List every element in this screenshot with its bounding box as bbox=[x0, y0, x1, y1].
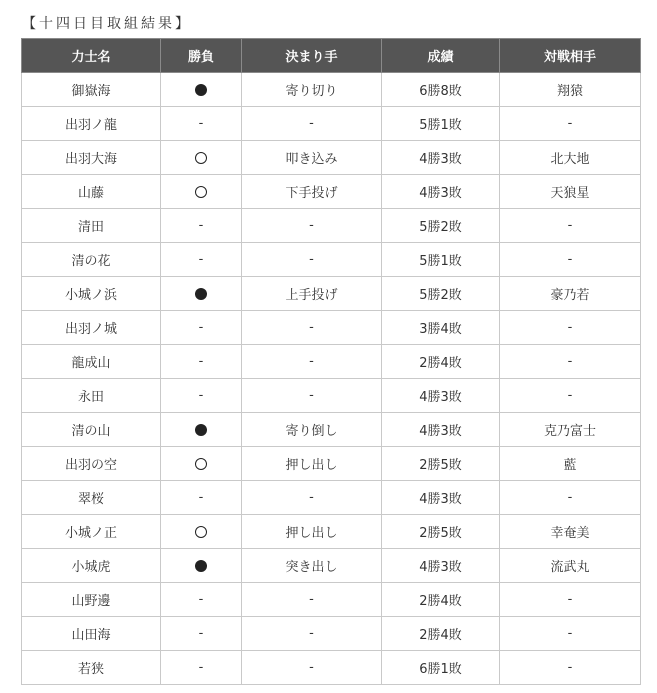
rikishi-name-cell: 清田 bbox=[22, 209, 161, 243]
record-cell: 2勝4敗 bbox=[382, 583, 500, 617]
kimarite-cell: - bbox=[242, 583, 382, 617]
result-cell: - bbox=[161, 243, 242, 277]
table-row bbox=[22, 175, 641, 209]
kimarite-cell: - bbox=[242, 481, 382, 515]
rikishi-name-cell: 若狭 bbox=[22, 651, 161, 685]
rikishi-name-cell: 小城ノ正 bbox=[22, 515, 161, 549]
record-cell: 4勝3敗 bbox=[382, 175, 500, 209]
win-mark-icon bbox=[195, 152, 207, 164]
table-row bbox=[22, 345, 641, 379]
record-cell: 2勝4敗 bbox=[382, 345, 500, 379]
kimarite-cell: - bbox=[242, 617, 382, 651]
opponent-cell: - bbox=[500, 243, 641, 277]
record-cell: 5勝2敗 bbox=[382, 209, 500, 243]
table-header-row bbox=[22, 39, 641, 73]
opponent-cell: 天狼星 bbox=[500, 175, 641, 209]
rikishi-name-cell: 出羽の空 bbox=[22, 447, 161, 481]
opponent-cell: - bbox=[500, 379, 641, 413]
kimarite-cell: 押し出し bbox=[242, 515, 382, 549]
opponent-cell: 藍 bbox=[500, 447, 641, 481]
opponent-cell: 流武丸 bbox=[500, 549, 641, 583]
rikishi-name-cell: 永田 bbox=[22, 379, 161, 413]
kimarite-cell: 突き出し bbox=[242, 549, 382, 583]
table-row bbox=[22, 617, 641, 651]
rikishi-name-cell: 翠桜 bbox=[22, 481, 161, 515]
kimarite-cell: 寄り倒し bbox=[242, 413, 382, 447]
rikishi-name-cell: 清の花 bbox=[22, 243, 161, 277]
record-cell: 4勝3敗 bbox=[382, 413, 500, 447]
rikishi-name-cell: 出羽ノ龍 bbox=[22, 107, 161, 141]
kimarite-cell: - bbox=[242, 651, 382, 685]
kimarite-cell: 下手投げ bbox=[242, 175, 382, 209]
opponent-cell: 克乃富士 bbox=[500, 413, 641, 447]
record-cell: 4勝3敗 bbox=[382, 141, 500, 175]
loss-mark-icon bbox=[195, 424, 207, 436]
result-cell: - bbox=[161, 651, 242, 685]
opponent-cell: - bbox=[500, 107, 641, 141]
table-row bbox=[22, 311, 641, 345]
record-cell: 6勝1敗 bbox=[382, 651, 500, 685]
result-cell: - bbox=[161, 311, 242, 345]
record-cell: 4勝3敗 bbox=[382, 549, 500, 583]
result-cell: - bbox=[161, 209, 242, 243]
record-cell: 5勝1敗 bbox=[382, 107, 500, 141]
opponent-cell: - bbox=[500, 481, 641, 515]
opponent-cell: 幸奄美 bbox=[500, 515, 641, 549]
table-row bbox=[22, 549, 641, 583]
result-cell bbox=[161, 277, 242, 311]
loss-mark-icon bbox=[195, 288, 207, 300]
opponent-cell: 豪乃若 bbox=[500, 277, 641, 311]
table-row bbox=[22, 515, 641, 549]
rikishi-name-cell: 山藤 bbox=[22, 175, 161, 209]
record-cell: 2勝5敗 bbox=[382, 447, 500, 481]
table-row bbox=[22, 243, 641, 277]
loss-mark-icon bbox=[195, 560, 207, 572]
opponent-cell: 北大地 bbox=[500, 141, 641, 175]
result-cell: - bbox=[161, 379, 242, 413]
column-header-rikishi: 力士名 bbox=[22, 39, 161, 73]
rikishi-name-cell: 小城ノ浜 bbox=[22, 277, 161, 311]
opponent-cell: - bbox=[500, 345, 641, 379]
result-cell bbox=[161, 73, 242, 107]
record-cell: 6勝8敗 bbox=[382, 73, 500, 107]
kimarite-cell: 押し出し bbox=[242, 447, 382, 481]
table-row bbox=[22, 413, 641, 447]
opponent-cell: - bbox=[500, 583, 641, 617]
table-row bbox=[22, 73, 641, 107]
record-cell: 2勝4敗 bbox=[382, 617, 500, 651]
record-cell: 3勝4敗 bbox=[382, 311, 500, 345]
opponent-cell: - bbox=[500, 209, 641, 243]
opponent-cell: - bbox=[500, 651, 641, 685]
table-row bbox=[22, 583, 641, 617]
kimarite-cell: - bbox=[242, 345, 382, 379]
result-cell: - bbox=[161, 583, 242, 617]
table-row bbox=[22, 379, 641, 413]
column-header-result: 勝負 bbox=[161, 39, 242, 73]
loss-mark-icon bbox=[195, 84, 207, 96]
kimarite-cell: - bbox=[242, 311, 382, 345]
table-row bbox=[22, 141, 641, 175]
kimarite-cell: - bbox=[242, 379, 382, 413]
table-row bbox=[22, 277, 641, 311]
rikishi-name-cell: 山田海 bbox=[22, 617, 161, 651]
win-mark-icon bbox=[195, 526, 207, 538]
result-cell: - bbox=[161, 107, 242, 141]
kimarite-cell: - bbox=[242, 243, 382, 277]
result-cell bbox=[161, 549, 242, 583]
win-mark-icon bbox=[195, 458, 207, 470]
rikishi-name-cell: 出羽大海 bbox=[22, 141, 161, 175]
record-cell: 2勝5敗 bbox=[382, 515, 500, 549]
opponent-cell: - bbox=[500, 617, 641, 651]
table-row bbox=[22, 107, 641, 141]
kimarite-cell: 叩き込み bbox=[242, 141, 382, 175]
rikishi-name-cell: 小城虎 bbox=[22, 549, 161, 583]
results-table bbox=[21, 38, 641, 685]
record-cell: 4勝3敗 bbox=[382, 481, 500, 515]
table-row bbox=[22, 447, 641, 481]
result-cell bbox=[161, 447, 242, 481]
rikishi-name-cell: 山野邊 bbox=[22, 583, 161, 617]
rikishi-name-cell: 龍成山 bbox=[22, 345, 161, 379]
result-cell bbox=[161, 413, 242, 447]
record-cell: 4勝3敗 bbox=[382, 379, 500, 413]
opponent-cell: 翔猿 bbox=[500, 73, 641, 107]
result-cell bbox=[161, 175, 242, 209]
table-row bbox=[22, 209, 641, 243]
column-header-kimarite: 決まり手 bbox=[242, 39, 382, 73]
column-header-record: 成績 bbox=[382, 39, 500, 73]
record-cell: 5勝2敗 bbox=[382, 277, 500, 311]
kimarite-cell: 寄り切り bbox=[242, 73, 382, 107]
kimarite-cell: - bbox=[242, 209, 382, 243]
column-header-opponent: 対戦相手 bbox=[500, 39, 641, 73]
table-row bbox=[22, 651, 641, 685]
rikishi-name-cell: 清の山 bbox=[22, 413, 161, 447]
rikishi-name-cell: 出羽ノ城 bbox=[22, 311, 161, 345]
result-cell bbox=[161, 141, 242, 175]
rikishi-name-cell: 御嶽海 bbox=[22, 73, 161, 107]
kimarite-cell: - bbox=[242, 107, 382, 141]
opponent-cell: - bbox=[500, 311, 641, 345]
record-cell: 5勝1敗 bbox=[382, 243, 500, 277]
result-cell bbox=[161, 515, 242, 549]
table-row bbox=[22, 481, 641, 515]
result-cell: - bbox=[161, 345, 242, 379]
page-title: 【十四日目取組結果】 bbox=[22, 16, 192, 32]
result-cell: - bbox=[161, 481, 242, 515]
kimarite-cell: 上手投げ bbox=[242, 277, 382, 311]
win-mark-icon bbox=[195, 186, 207, 198]
result-cell: - bbox=[161, 617, 242, 651]
